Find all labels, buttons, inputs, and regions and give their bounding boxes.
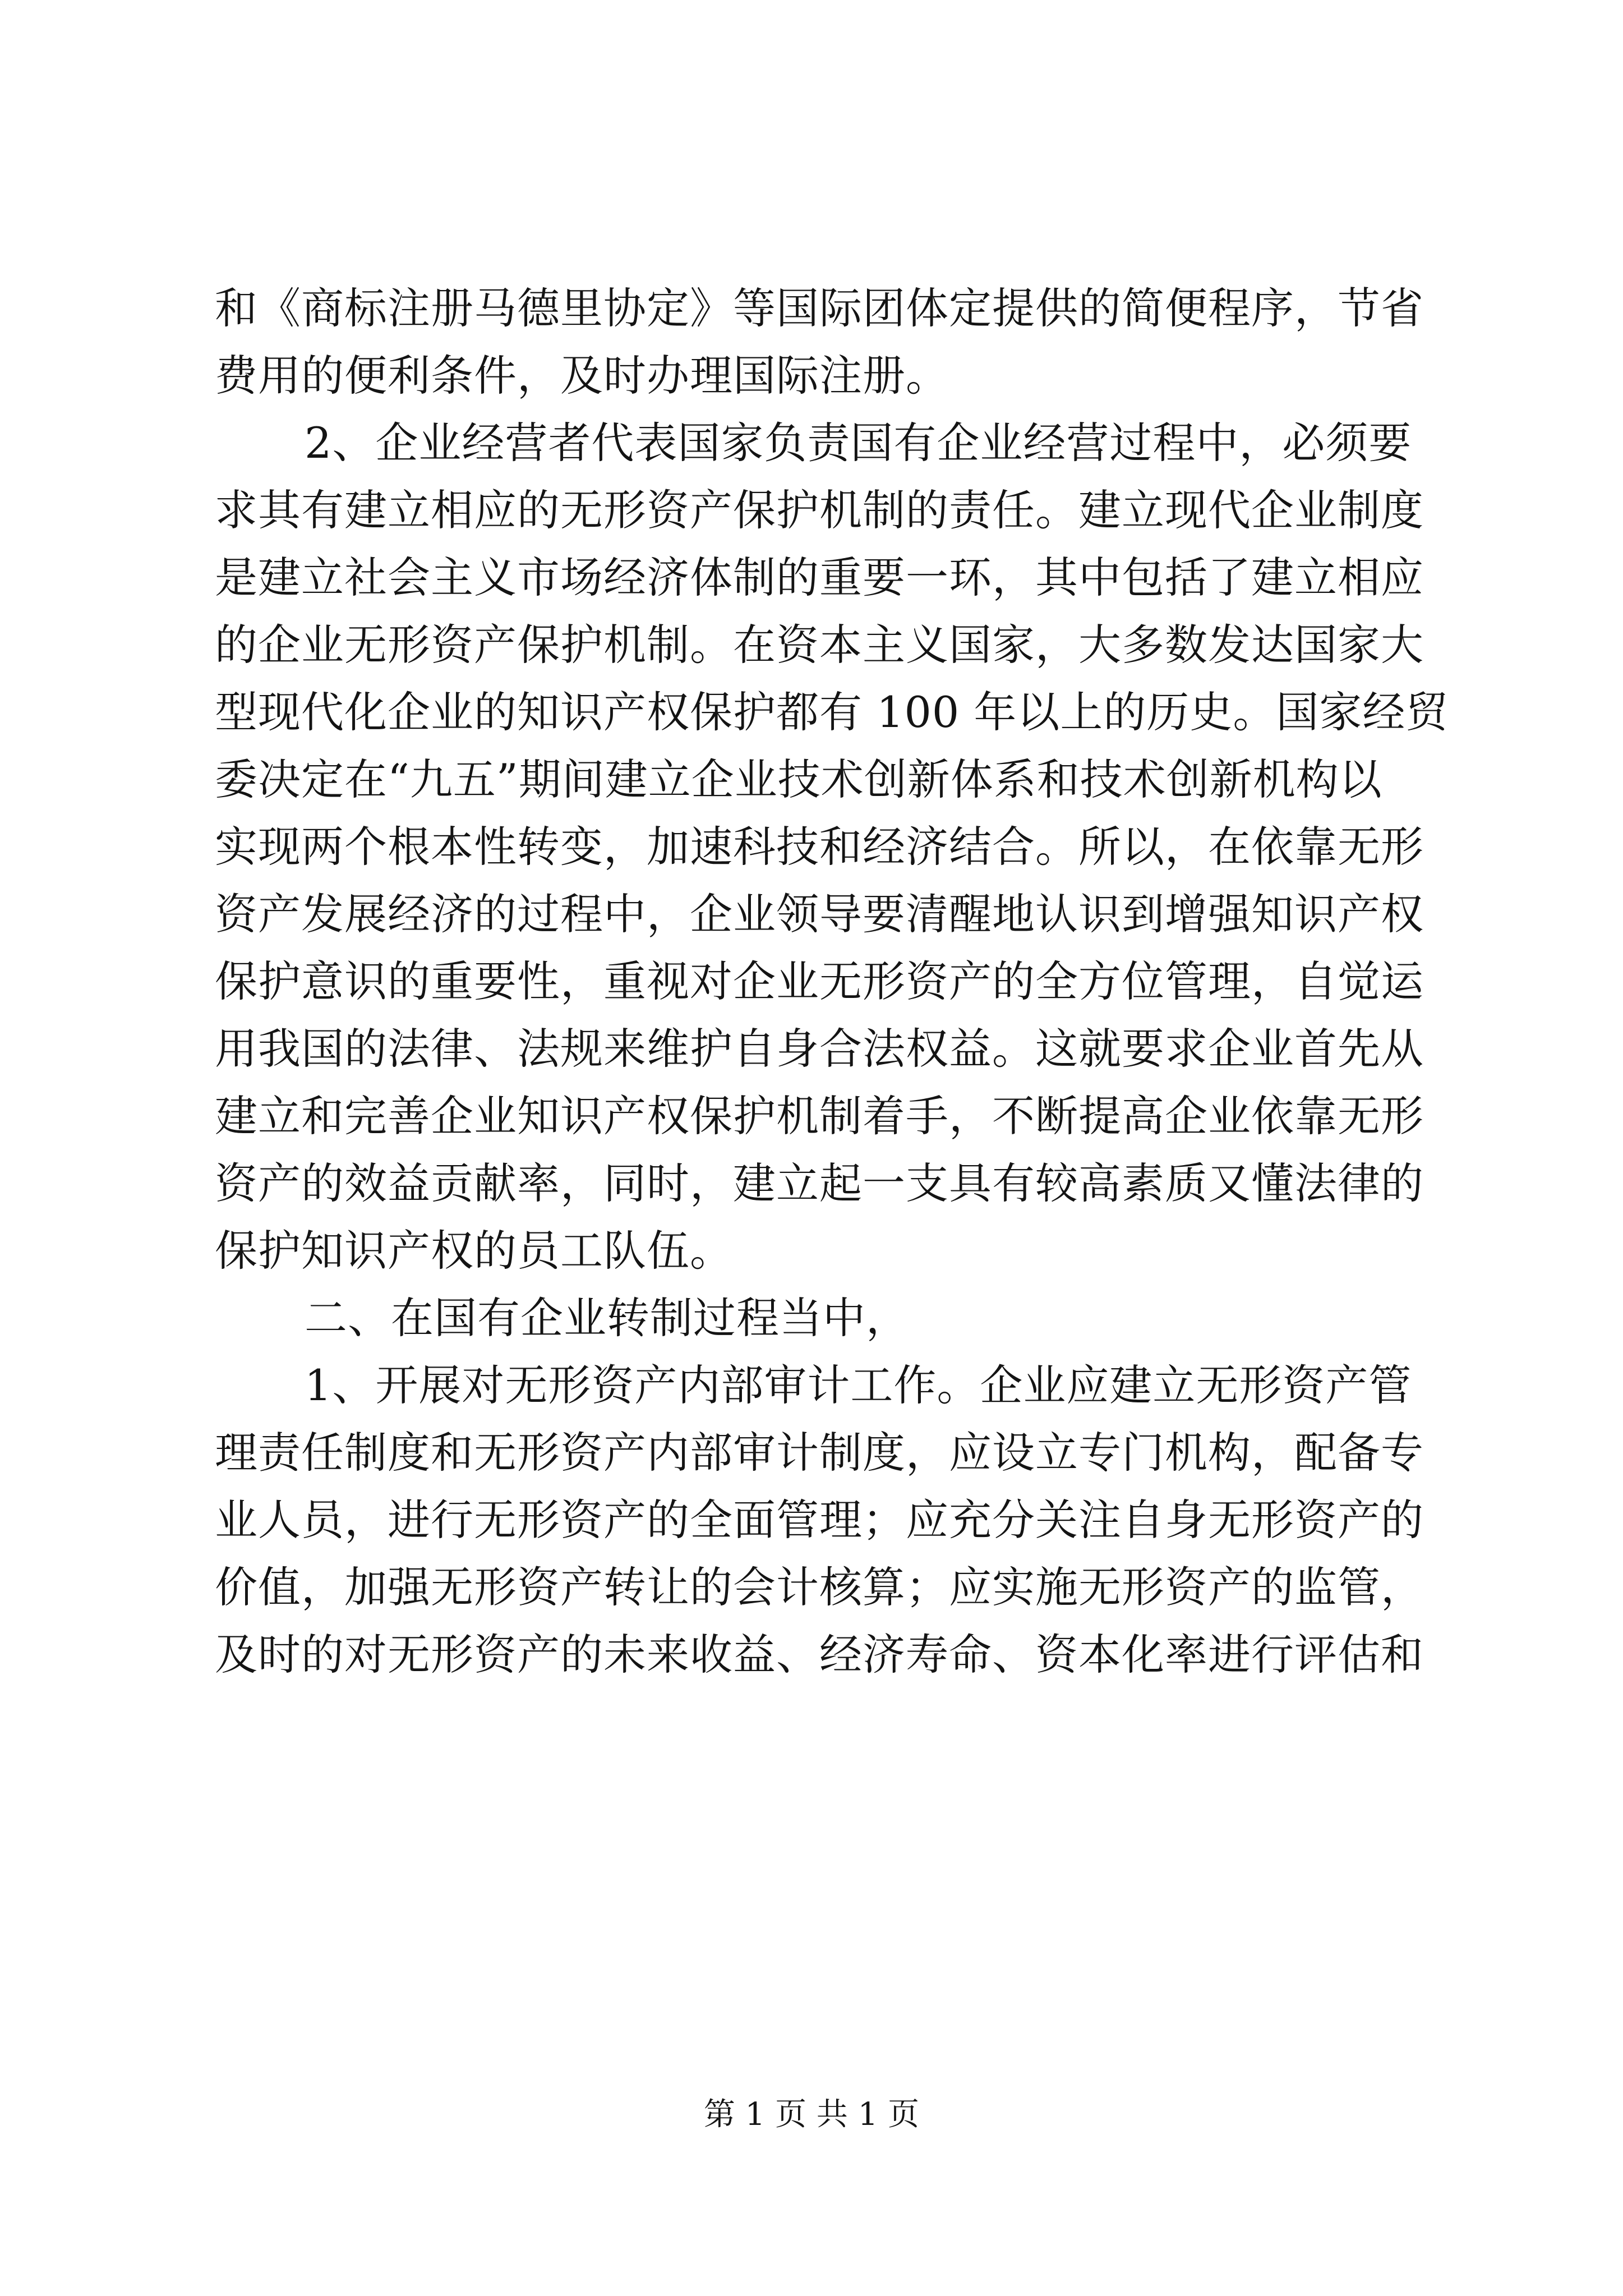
text-line: 求其有建立相应的无形资产保护机制的责任。建立现代企业制度 — [215, 485, 1424, 535]
text-line: 资产发展经济的过程中，企业领导要清醒地认识到增强知识产权 — [215, 889, 1424, 939]
paragraph-start-line: 2、企业经营者代表国家负责国有企业经营过程中，必须要 — [305, 418, 1412, 468]
body-text — [215, 275, 1449, 1688]
paragraph-start-line: 1、开展对无形资产内部审计工作。企业应建立无形资产管 — [305, 1360, 1412, 1410]
text-line: 委决定在“九五”期间建立企业技术创新体系和技术创新机构以 — [215, 754, 1382, 804]
text-line: 及时的对无形资产的未来收益、经济寿命、资本化率进行评估和 — [215, 1630, 1424, 1680]
text-line: 用我国的法律、法规来维护自身合法权益。这就要求企业首先从 — [215, 1024, 1424, 1074]
text-line: 费用的便利条件，及时办理国际注册。 — [215, 351, 949, 401]
text-line: 的企业无形资产保护机制。在资本主义国家，大多数发达国家大 — [215, 620, 1424, 670]
text-line: 业人员，进行无形资产的全面管理；应充分关注自身无形资产的 — [215, 1495, 1424, 1545]
text-line: 资产的效益贡献率，同时，建立起一支具有较高素质又懂法律的 — [215, 1158, 1424, 1208]
text-line: 建立和完善企业知识产权保护机制着手，不断提高企业依靠无形 — [215, 1091, 1424, 1141]
page-footer — [0, 2092, 1623, 2137]
text-line: 型现代化企业的知识产权保护都有 100 年以上的历史。国家经贸 — [215, 687, 1449, 737]
text-line: 价值，加强无形资产转让的会计核算；应实施无形资产的监管， — [215, 1562, 1424, 1612]
page-number-label: 第 1 页 共 1 页 — [703, 2096, 920, 2133]
text-line: 理责任制度和无形资产内部审计制度，应设立专门机构，配备专 — [215, 1428, 1424, 1478]
text-line: 实现两个根本性转变，加速科技和经济结合。所以，在依靠无形 — [215, 822, 1424, 872]
text-line: 保护意识的重要性，重视对企业无形资产的全方位管理，自觉运 — [215, 956, 1424, 1006]
text-line: 是建立社会主义市场经济体制的重要一环，其中包括了建立相应 — [215, 553, 1424, 602]
text-line: 保护知识产权的员工队伍。 — [215, 1226, 733, 1276]
text-line: 和《商标注册马德里协定》等国际团体定提供的简便程序，节省 — [215, 283, 1424, 333]
section-heading: 二、在国有企业转制过程当中， — [305, 1293, 909, 1343]
